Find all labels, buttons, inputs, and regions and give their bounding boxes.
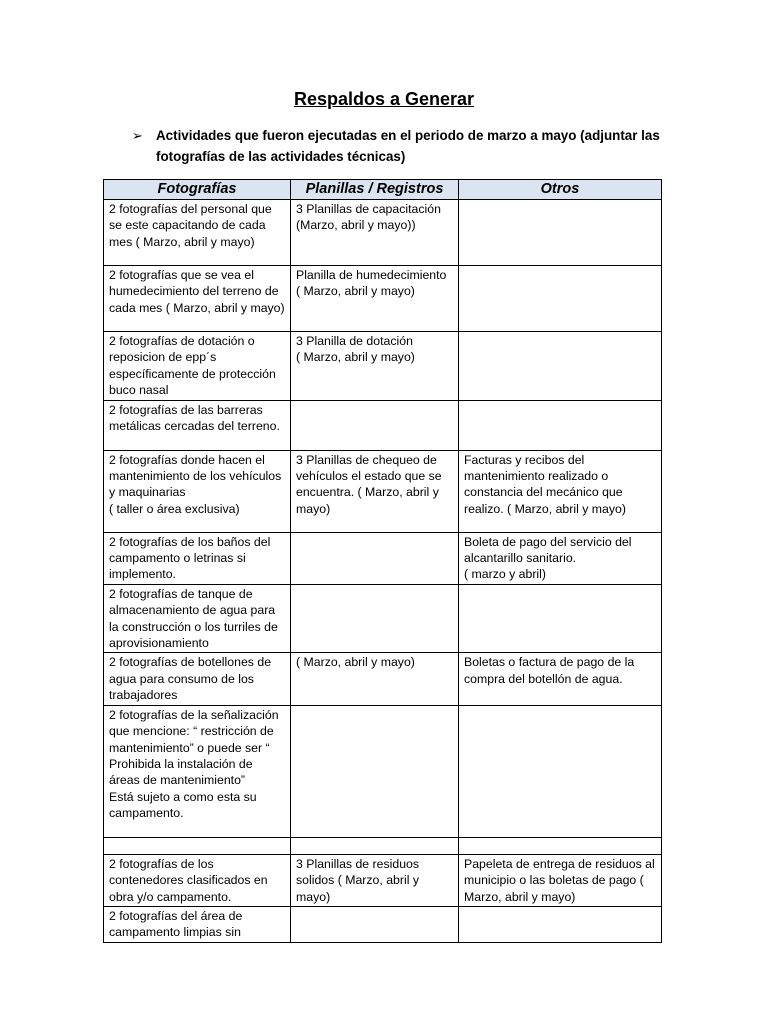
cell-planillas	[291, 837, 459, 854]
cell-planillas	[291, 532, 459, 584]
header-fotografias: Fotografías	[104, 180, 291, 200]
cell-planillas	[291, 906, 459, 942]
cell-planillas	[291, 705, 459, 837]
cell-otros: Boleta de pago del servicio del alcantarillo sanitario. ( marzo y abril)	[459, 532, 662, 584]
table-row	[104, 653, 662, 705]
cell-otros	[459, 200, 662, 266]
table-row	[104, 705, 662, 837]
cell-planillas: Planilla de humedecimiento ( Marzo, abril y mayo)	[291, 266, 459, 332]
cell-otros: Boletas o factura de pago de la compra del botellón de agua.	[459, 653, 662, 705]
table-row	[104, 532, 662, 584]
cell-otros	[459, 332, 662, 401]
cell-otros	[459, 705, 662, 837]
cell-planillas: 3 Planillas de residuos solidos ( Marzo, abril y mayo)	[291, 854, 459, 906]
cell-fotografias: 2 fotografías donde hacen el mantenimiento de los vehículos y maquinarias ( taller o área exclusiva)	[104, 450, 291, 532]
bullet-item	[132, 125, 662, 167]
cell-fotografias: 2 fotografías de botellones de agua para consumo de los trabajadores	[104, 653, 291, 705]
cell-otros	[459, 837, 662, 854]
table-row-empty	[104, 837, 662, 854]
cell-fotografias	[104, 837, 291, 854]
cell-fotografias: 2 fotografías del área de campamento limpias sin	[104, 906, 291, 942]
header-planillas: Planillas / Registros	[291, 180, 459, 200]
cell-otros	[459, 400, 662, 450]
cell-otros: Facturas y recibos del mantenimiento realizado o constancia del mecánico que realizo. ( Marzo, abril y mayo)	[459, 450, 662, 532]
table-row	[104, 266, 662, 332]
cell-fotografias: 2 fotografías de los contenedores clasificados en obra y/o campamento.	[104, 854, 291, 906]
page-title: Respaldos a Generar	[293, 89, 475, 109]
header-otros: Otros	[459, 180, 662, 200]
cell-fotografias: 2 fotografías de los baños del campamento o letrinas si implemento.	[104, 532, 291, 584]
table-row	[104, 200, 662, 266]
bullet-text: Actividades que fueron ejecutadas en el periodo de marzo a mayo (adjuntar las fotografías de las actividades técnicas)	[156, 128, 660, 164]
cell-otros	[459, 584, 662, 653]
table-row	[104, 906, 662, 942]
cell-fotografias: 2 fotografías del personal que se este capacitando de cada mes ( Marzo, abril y mayo)	[104, 200, 291, 266]
table-row	[104, 400, 662, 450]
table-row	[104, 584, 662, 653]
cell-otros: Papeleta de entrega de residuos al municipio o las boletas de pago ( Marzo, abril y mayo)	[459, 854, 662, 906]
cell-fotografias: 2 fotografías de dotación o reposicion de epp´s específicamente de protección buco nasal	[104, 332, 291, 401]
cell-fotografias: 2 fotografías de las barreras metálicas cercadas del terreno.	[104, 400, 291, 450]
cell-fotografias: 2 fotografías de tanque de almacenamiento de agua para la construcción o los turriles de aprovisionamiento	[104, 584, 291, 653]
cell-planillas: 3 Planilla de dotación ( Marzo, abril y mayo)	[291, 332, 459, 401]
backup-table	[103, 179, 662, 943]
cell-planillas: 3 Planillas de chequeo de vehículos el estado que se encuentra. ( Marzo, abril y mayo)	[291, 450, 459, 532]
table-row	[104, 854, 662, 906]
table-row	[104, 450, 662, 532]
table-row	[104, 332, 662, 401]
cell-otros	[459, 906, 662, 942]
cell-planillas: 3 Planillas de capacitación (Marzo, abril y mayo))	[291, 200, 459, 266]
cell-planillas: ( Marzo, abril y mayo)	[291, 653, 459, 705]
cell-planillas	[291, 584, 459, 653]
cell-planillas	[291, 400, 459, 450]
cell-otros	[459, 266, 662, 332]
arrow-bullet-icon: ➢	[132, 128, 143, 143]
cell-fotografias: 2 fotografías que se vea el humedecimiento del terreno de cada mes ( Marzo, abril y mayo)	[104, 266, 291, 332]
cell-fotografias: 2 fotografías de la señalización que mencione: “ restricción de mantenimiento” o puede ser “ Prohibida la instalación de áreas de mantenimiento” Está sujeto a como esta su campamento.	[104, 705, 291, 837]
table-header-row	[104, 180, 662, 200]
